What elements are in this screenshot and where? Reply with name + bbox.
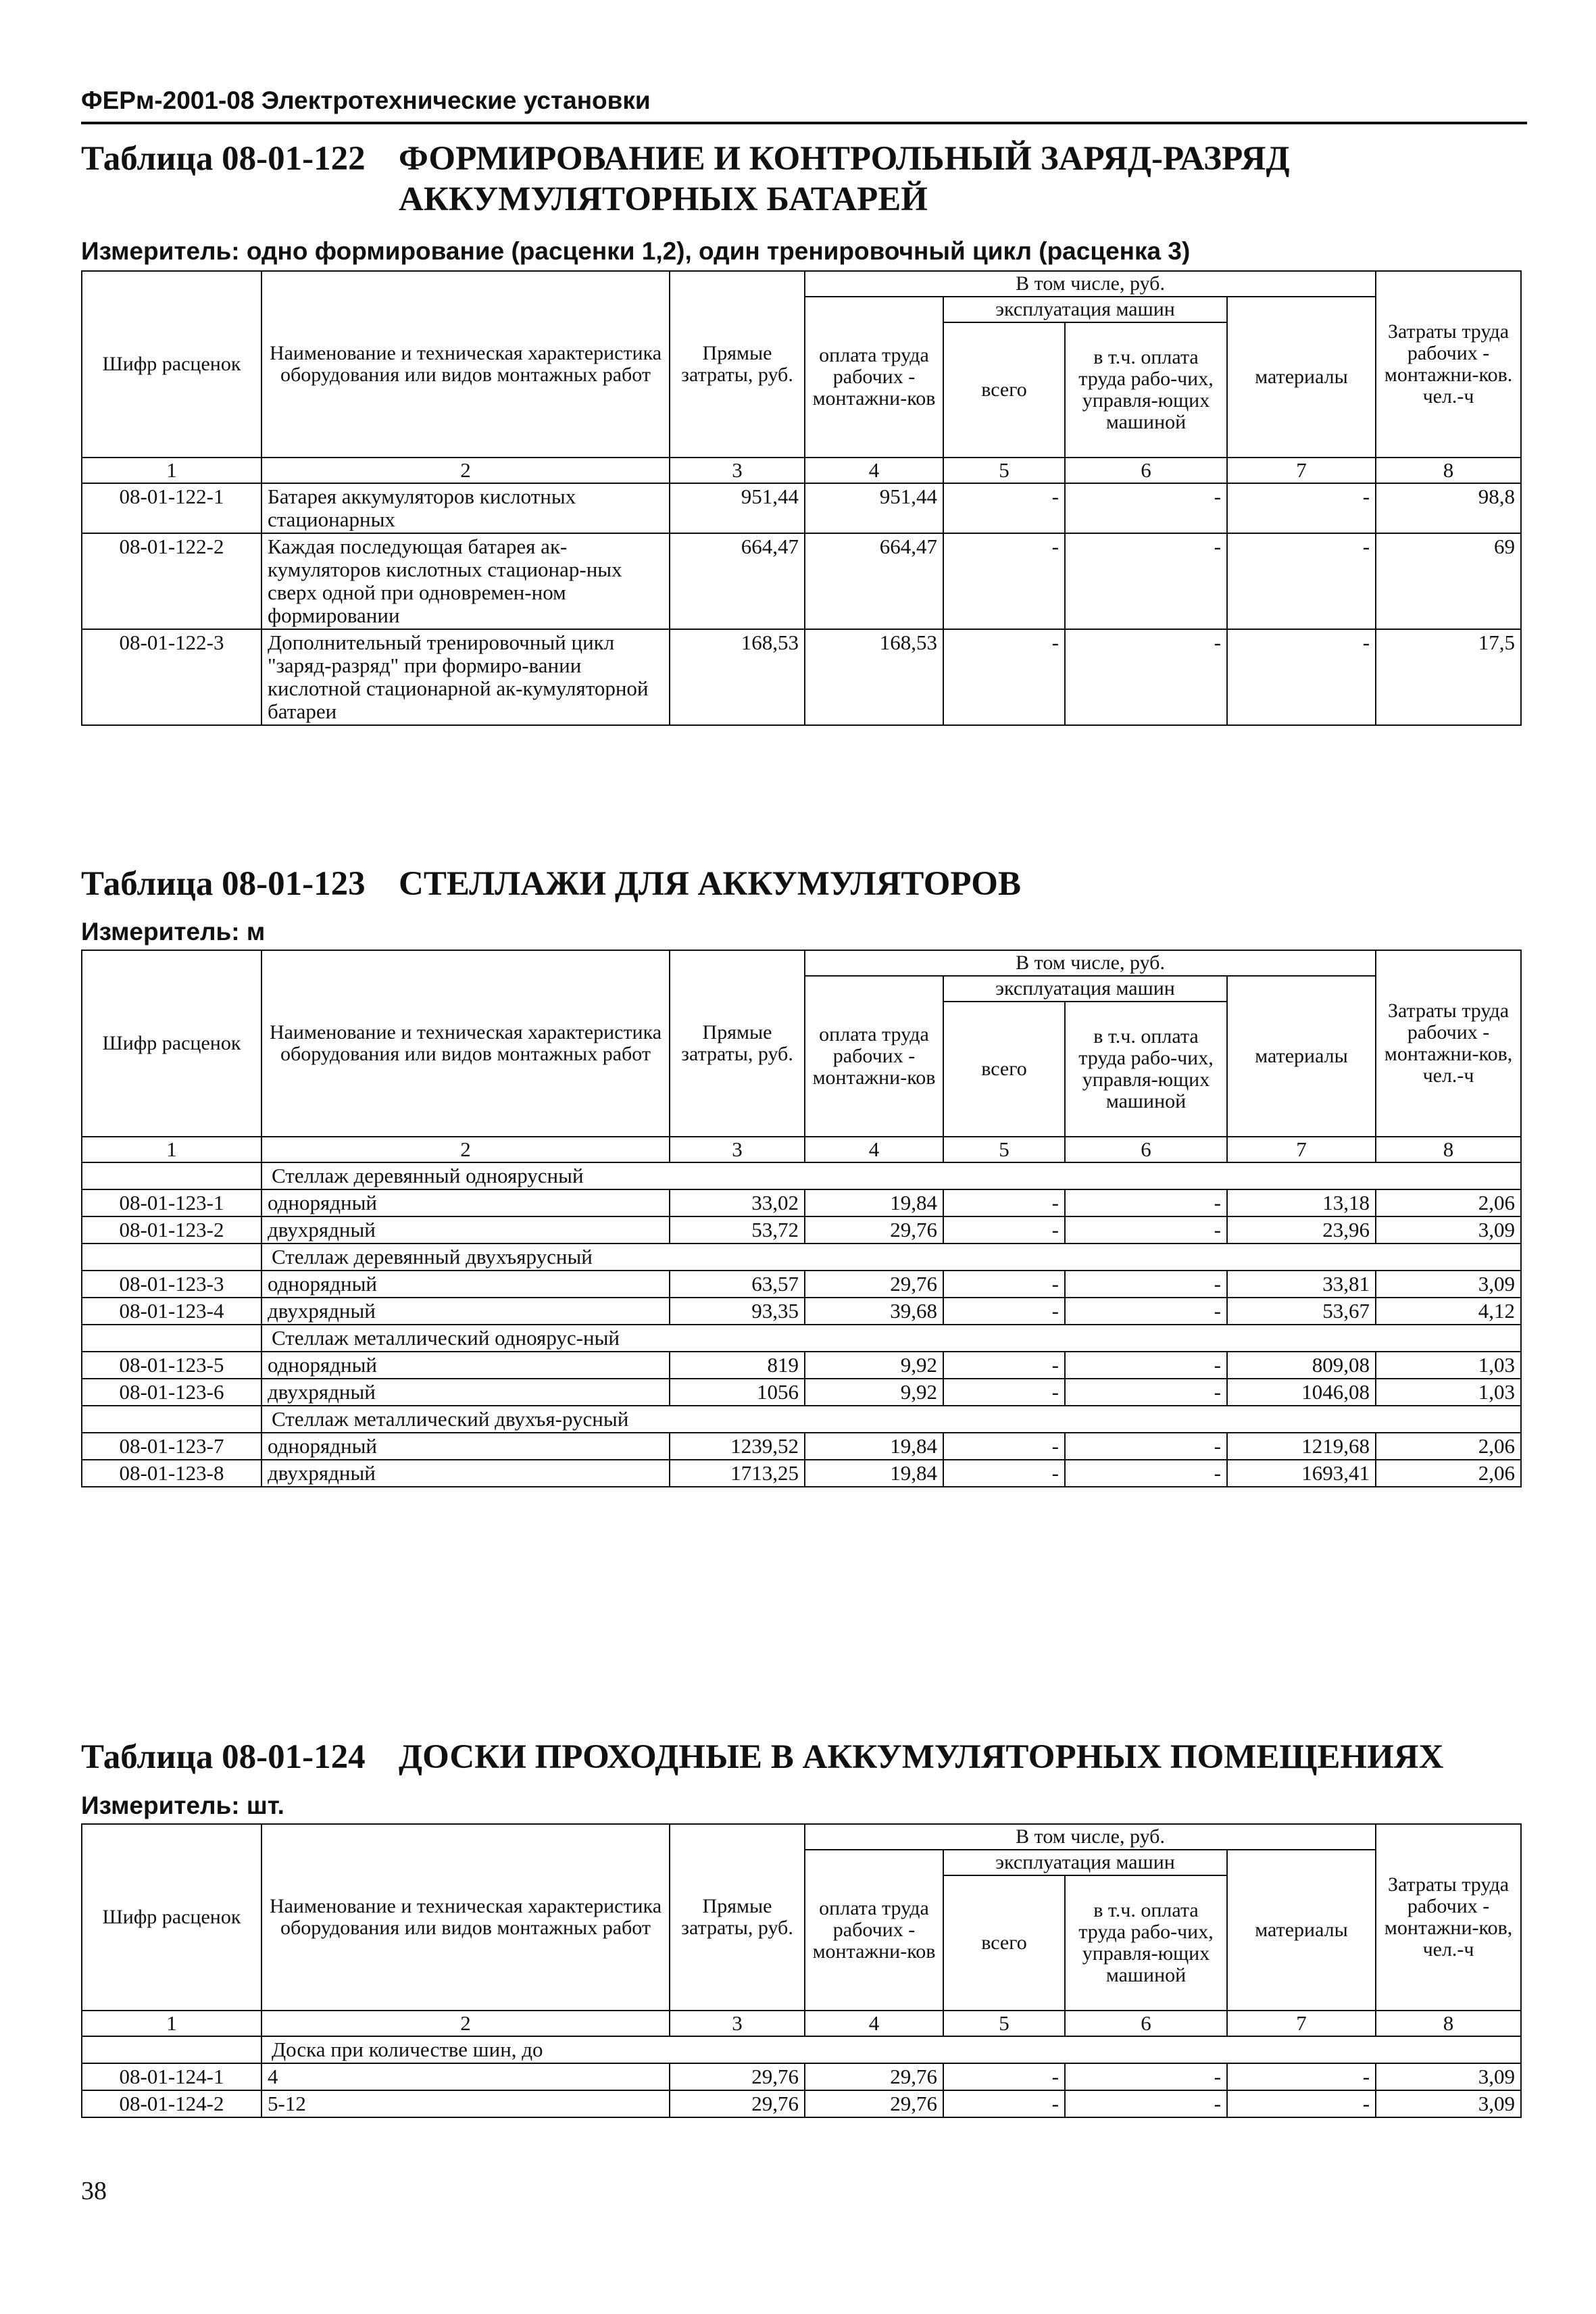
work-name: двухрядный [261, 1298, 670, 1325]
machine-labor-pay: - [1065, 1216, 1227, 1244]
materials-cost: 1693,41 [1227, 1460, 1376, 1487]
column-number: 6 [1065, 1137, 1227, 1162]
materials-cost: - [1227, 533, 1376, 629]
table-measure: Измеритель: шт. [81, 1792, 284, 1819]
header-code: Шифр расценок [82, 271, 261, 458]
table-measure: Измеритель: м [81, 918, 266, 945]
table-header [82, 271, 1521, 483]
header-incl-machinists: в т.ч. оплата труда рабо-чих, управля-ющих машиной [1065, 1875, 1227, 2011]
column-numbers-row [82, 458, 1521, 483]
direct-cost: 664,47 [670, 533, 805, 629]
labor-hours: 17,5 [1376, 629, 1521, 725]
direct-cost: 951,44 [670, 483, 805, 533]
table-name: ДОСКИ ПРОХОДНЫЕ В АККУМУЛЯТОРНЫХ ПОМЕЩЕНИЯХ [399, 1738, 1444, 1776]
machine-total: - [943, 1189, 1065, 1216]
labor-pay: 9,92 [805, 1379, 943, 1406]
header-direct: Прямые затраты, руб. [670, 271, 805, 458]
materials-cost: 33,81 [1227, 1271, 1376, 1298]
header-labor-cost: Затраты труда рабочих - монтажни-ков, чел.-ч [1376, 950, 1521, 1137]
column-number: 6 [1065, 2011, 1227, 2036]
header-materials: материалы [1227, 1850, 1376, 2011]
work-name: однорядный [261, 1352, 670, 1379]
table-number: Таблица 08-01-122 [81, 140, 366, 178]
group-header-row [82, 1244, 1521, 1271]
group-label: Стеллаж металлический двухъя-русный [261, 1406, 1521, 1433]
machine-total: - [943, 2063, 1065, 2090]
running-header: ФЕРм-2001-08 Электротехнические установки [81, 87, 1527, 124]
labor-pay: 9,92 [805, 1352, 943, 1379]
table-row [82, 483, 1521, 533]
column-number: 8 [1376, 2011, 1521, 2036]
table-measure: Измеритель: одно формирование (расценки 1,2), один тренировочный цикл (расценка 3) [81, 237, 1191, 265]
table-header [82, 950, 1521, 1162]
rate-code: 08-01-123-7 [82, 1433, 261, 1460]
machine-total: - [943, 629, 1065, 725]
direct-cost: 1713,25 [670, 1460, 805, 1487]
machine-labor-pay: - [1065, 1298, 1227, 1325]
table-row [82, 1433, 1521, 1460]
rate-code: 08-01-124-1 [82, 2063, 261, 2090]
table-row [82, 1271, 1521, 1298]
work-name: однорядный [261, 1189, 670, 1216]
table-number: Таблица 08-01-124 [81, 1738, 366, 1776]
work-name: однорядный [261, 1433, 670, 1460]
machine-total: - [943, 1460, 1065, 1487]
labor-pay: 29,76 [805, 1271, 943, 1298]
table-body [82, 2036, 1521, 2117]
materials-cost: - [1227, 629, 1376, 725]
header-labor-cost: Затраты труда рабочих - монтажни-ков, чел.-ч [1376, 1824, 1521, 2011]
group-header-row [82, 2036, 1521, 2063]
column-number: 7 [1227, 458, 1376, 483]
labor-hours: 3,09 [1376, 1271, 1521, 1298]
machine-labor-pay: - [1065, 533, 1227, 629]
column-number: 1 [82, 2011, 261, 2036]
materials-cost: 1046,08 [1227, 1379, 1376, 1406]
header-name: Наименование и техническая характеристика оборудования или видов монтажных работ [261, 271, 670, 458]
rate-code: 08-01-122-1 [82, 483, 261, 533]
header-materials: материалы [1227, 976, 1376, 1137]
work-name: двухрядный [261, 1460, 670, 1487]
header-labor-pay: оплата труда рабочих - монтажни-ков [805, 297, 943, 458]
header-labor-pay: оплата труда рабочих - монтажни-ков [805, 1850, 943, 2011]
rates-table [81, 950, 1522, 1487]
labor-pay: 29,76 [805, 2090, 943, 2117]
labor-pay: 664,47 [805, 533, 943, 629]
column-number: 1 [82, 458, 261, 483]
work-name: 4 [261, 2063, 670, 2090]
machine-labor-pay: - [1065, 1460, 1227, 1487]
machine-total: - [943, 483, 1065, 533]
column-number: 3 [670, 2011, 805, 2036]
column-number: 5 [943, 458, 1065, 483]
header-total: всего [943, 1002, 1065, 1137]
header-total: всего [943, 322, 1065, 458]
machine-total: - [943, 1352, 1065, 1379]
machine-total: - [943, 1271, 1065, 1298]
column-numbers-row [82, 2011, 1521, 2036]
direct-cost: 1239,52 [670, 1433, 805, 1460]
table-header [82, 1824, 1521, 2036]
header-name: Наименование и техническая характеристика оборудования или видов монтажных работ [261, 1824, 670, 2011]
machine-total: - [943, 2090, 1065, 2117]
header-including: В том числе, руб. [805, 271, 1376, 297]
header-machine-op: эксплуатация машин [943, 1850, 1227, 1875]
machine-labor-pay: - [1065, 1189, 1227, 1216]
labor-hours: 1,03 [1376, 1379, 1521, 1406]
direct-cost: 29,76 [670, 2090, 805, 2117]
table-row [82, 1379, 1521, 1406]
work-name: 5-12 [261, 2090, 670, 2117]
work-name: однорядный [261, 1271, 670, 1298]
column-number: 5 [943, 2011, 1065, 2036]
table-title [81, 1737, 1443, 1777]
materials-cost: - [1227, 483, 1376, 533]
machine-total: - [943, 1379, 1065, 1406]
rate-code: 08-01-123-5 [82, 1352, 261, 1379]
table-title [81, 864, 1021, 904]
labor-hours: 98,8 [1376, 483, 1521, 533]
group-label: Стеллаж металлический одноярус-ный [261, 1325, 1521, 1352]
labor-pay: 168,53 [805, 629, 943, 725]
materials-cost: 809,08 [1227, 1352, 1376, 1379]
table-row [82, 629, 1521, 725]
machine-labor-pay: - [1065, 483, 1227, 533]
table-name: СТЕЛЛАЖИ ДЛЯ АККУМУЛЯТОРОВ [399, 865, 1021, 903]
column-number: 3 [670, 1137, 805, 1162]
table-body [82, 1162, 1521, 1487]
labor-pay: 19,84 [805, 1460, 943, 1487]
table-row [82, 1460, 1521, 1487]
header-code: Шифр расценок [82, 950, 261, 1137]
work-name: двухрядный [261, 1379, 670, 1406]
direct-cost: 819 [670, 1352, 805, 1379]
materials-cost: 23,96 [1227, 1216, 1376, 1244]
labor-pay: 951,44 [805, 483, 943, 533]
machine-total: - [943, 1433, 1065, 1460]
labor-hours: 3,09 [1376, 2063, 1521, 2090]
machine-labor-pay: - [1065, 2063, 1227, 2090]
direct-cost: 33,02 [670, 1189, 805, 1216]
labor-hours: 2,06 [1376, 1433, 1521, 1460]
machine-total: - [943, 533, 1065, 629]
column-number: 6 [1065, 458, 1227, 483]
labor-pay: 39,68 [805, 1298, 943, 1325]
labor-hours: 2,06 [1376, 1460, 1521, 1487]
page-number: 38 [81, 2177, 107, 2205]
work-name: Батарея аккумуляторов кислотных стационарных [261, 483, 670, 533]
machine-labor-pay: - [1065, 1433, 1227, 1460]
machine-labor-pay: - [1065, 629, 1227, 725]
labor-hours: 2,06 [1376, 1189, 1521, 1216]
group-spacer-cell [82, 1244, 261, 1271]
header-machine-op: эксплуатация машин [943, 976, 1227, 1002]
column-number: 7 [1227, 1137, 1376, 1162]
labor-hours: 3,09 [1376, 2090, 1521, 2117]
header-machine-op: эксплуатация машин [943, 297, 1227, 322]
column-number: 2 [261, 1137, 670, 1162]
column-number: 4 [805, 458, 943, 483]
machine-labor-pay: - [1065, 1352, 1227, 1379]
table-row [82, 1352, 1521, 1379]
direct-cost: 53,72 [670, 1216, 805, 1244]
direct-cost: 63,57 [670, 1271, 805, 1298]
header-code: Шифр расценок [82, 1824, 261, 2011]
labor-hours: 4,12 [1376, 1298, 1521, 1325]
labor-pay: 29,76 [805, 2063, 943, 2090]
group-spacer-cell [82, 2036, 261, 2063]
materials-cost: - [1227, 2090, 1376, 2117]
rate-code: 08-01-122-2 [82, 533, 261, 629]
work-name: Каждая последующая батарея ак-кумуляторов кислотных стационар-ных сверх одной при одновремен-ном формировании [261, 533, 670, 629]
column-number: 4 [805, 1137, 943, 1162]
rates-table [81, 1823, 1522, 2118]
column-number: 8 [1376, 458, 1521, 483]
labor-hours: 3,09 [1376, 1216, 1521, 1244]
machine-labor-pay: - [1065, 1379, 1227, 1406]
table-row [82, 533, 1521, 629]
table-body [82, 483, 1521, 725]
header-including: В том числе, руб. [805, 1824, 1376, 1850]
materials-cost: 1219,68 [1227, 1433, 1376, 1460]
group-label: Стеллаж деревянный одноярусный [261, 1162, 1521, 1189]
table-name: ФОРМИРОВАНИЕ И КОНТРОЛЬНЫЙ ЗАРЯД-РАЗРЯД АККУМУЛЯТОРНЫХ БАТАРЕЙ [399, 140, 1290, 218]
rate-code: 08-01-122-3 [82, 629, 261, 725]
rate-code: 08-01-123-1 [82, 1189, 261, 1216]
header-labor-cost: Затраты труда рабочих - монтажни-ков. чел.-ч [1376, 271, 1521, 458]
header-incl-machinists: в т.ч. оплата труда рабо-чих, управля-ющих машиной [1065, 1002, 1227, 1137]
direct-cost: 168,53 [670, 629, 805, 725]
materials-cost: 53,67 [1227, 1298, 1376, 1325]
group-spacer-cell [82, 1406, 261, 1433]
labor-pay: 29,76 [805, 1216, 943, 1244]
direct-cost: 29,76 [670, 2063, 805, 2090]
header-direct: Прямые затраты, руб. [670, 1824, 805, 2011]
rate-code: 08-01-123-4 [82, 1298, 261, 1325]
rate-code: 08-01-123-2 [82, 1216, 261, 1244]
materials-cost: 13,18 [1227, 1189, 1376, 1216]
header-name: Наименование и техническая характеристика оборудования или видов монтажных работ [261, 950, 670, 1137]
header-materials: материалы [1227, 297, 1376, 458]
table-row [82, 1216, 1521, 1244]
header-incl-machinists: в т.ч. оплата труда рабо-чих, управля-ющих машиной [1065, 322, 1227, 458]
group-spacer-cell [82, 1325, 261, 1352]
machine-total: - [943, 1216, 1065, 1244]
machine-labor-pay: - [1065, 1271, 1227, 1298]
direct-cost: 93,35 [670, 1298, 805, 1325]
header-direct: Прямые затраты, руб. [670, 950, 805, 1137]
rates-table [81, 270, 1522, 726]
table-row [82, 2063, 1521, 2090]
table-row [82, 1189, 1521, 1216]
labor-pay: 19,84 [805, 1189, 943, 1216]
column-number: 2 [261, 458, 670, 483]
machine-labor-pay: - [1065, 2090, 1227, 2117]
group-header-row [82, 1325, 1521, 1352]
labor-hours: 1,03 [1376, 1352, 1521, 1379]
table-row [82, 2090, 1521, 2117]
column-number: 1 [82, 1137, 261, 1162]
work-name: Дополнительный тренировочный цикл "заряд-разряд" при формиро-вании кислотной стационарной ак-кумуляторной батареи [261, 629, 670, 725]
header-including: В том числе, руб. [805, 950, 1376, 976]
column-number: 7 [1227, 2011, 1376, 2036]
direct-cost: 1056 [670, 1379, 805, 1406]
group-label: Стеллаж деревянный двухъярусный [261, 1244, 1521, 1271]
machine-total: - [943, 1298, 1065, 1325]
group-spacer-cell [82, 1162, 261, 1189]
group-label: Доска при количестве шин, до [261, 2036, 1521, 2063]
group-header-row [82, 1162, 1521, 1189]
labor-hours: 69 [1376, 533, 1521, 629]
column-number: 4 [805, 2011, 943, 2036]
header-total: всего [943, 1875, 1065, 2011]
labor-pay: 19,84 [805, 1433, 943, 1460]
column-number: 5 [943, 1137, 1065, 1162]
column-number: 2 [261, 2011, 670, 2036]
rate-code: 08-01-123-8 [82, 1460, 261, 1487]
column-number: 8 [1376, 1137, 1521, 1162]
table-title [81, 139, 1596, 220]
work-name: двухрядный [261, 1216, 670, 1244]
table-row [82, 1298, 1521, 1325]
rate-code: 08-01-123-6 [82, 1379, 261, 1406]
materials-cost: - [1227, 2063, 1376, 2090]
group-header-row [82, 1406, 1521, 1433]
column-number: 3 [670, 458, 805, 483]
rate-code: 08-01-124-2 [82, 2090, 261, 2117]
table-number: Таблица 08-01-123 [81, 865, 366, 903]
header-labor-pay: оплата труда рабочих - монтажни-ков [805, 976, 943, 1137]
rate-code: 08-01-123-3 [82, 1271, 261, 1298]
column-numbers-row [82, 1137, 1521, 1162]
